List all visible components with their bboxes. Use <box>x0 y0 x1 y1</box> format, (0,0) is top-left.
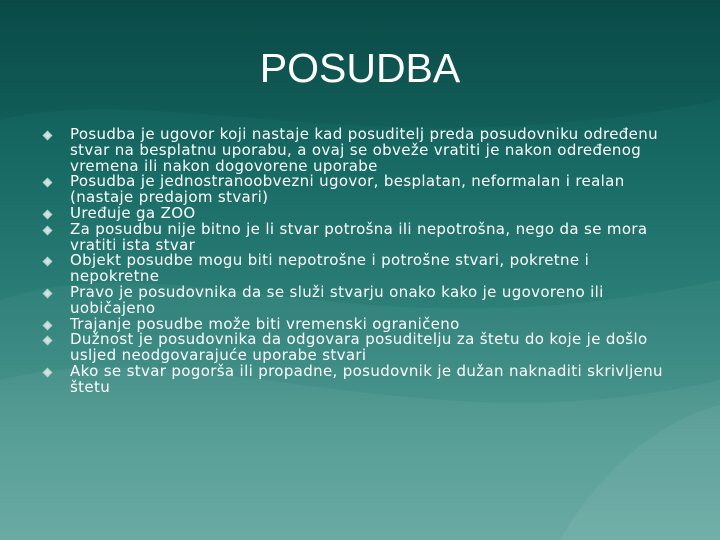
bullet-item <box>42 127 682 174</box>
bullet-item <box>42 174 682 206</box>
diamond-bullet-icon <box>42 130 53 141</box>
diamond-bullet-icon <box>42 335 53 346</box>
bullet-text: Objekt posudbe mogu biti nepotrošne i potrošne stvari, pokretne i nepokretne <box>70 251 590 286</box>
diamond-bullet-icon <box>42 177 53 188</box>
bullet-text: Posudba je jednostranoobvezni ugovor, besplatan, neformalan i realan (nastaje predajom stvari) <box>70 172 625 207</box>
bullet-text: Pravo je posudovnika da se služi stvarju onako kako je ugovoreno ili uobičajeno <box>70 282 604 317</box>
diamond-bullet-icon <box>42 367 53 378</box>
diamond-bullet-icon <box>42 256 53 267</box>
bullet-text: Uređuje ga ZOO <box>70 203 196 222</box>
slide-title: POSUDBA <box>259 45 461 91</box>
bullet-text: Ako se stvar pogorša ili propadne, posudovnik je dužan naknaditi skrivljenu štetu <box>70 361 663 396</box>
bullet-item <box>42 282 682 317</box>
bullet-text: Trajanje posudbe može biti vremenski ograničeno <box>70 314 460 333</box>
diamond-bullet-icon <box>42 288 53 299</box>
diamond-bullet-icon <box>42 225 53 236</box>
diamond-bullet-icon <box>42 320 53 331</box>
bullet-list <box>42 127 682 396</box>
bullet-text: Za posudbu nije bitno je li stvar potrošna ili nepotrošna, nego da se mora vratiti ista stvar <box>70 219 648 254</box>
bullet-item <box>42 253 682 285</box>
bullet-item <box>42 361 682 396</box>
bullet-item <box>42 332 682 364</box>
bullet-text: Dužnost je posudovnika da odgovara posuditelju za štetu do koje je došlo usljed neodgovarajuće uporabe stvari <box>70 330 648 365</box>
bullet-text: Posudba je ugovor koji nastaje kad posuditelj preda posudovniku određenu stvar na besplatnu uporabu, a ovaj se obveže vratiti je nakon određenog vremena ili nakon dogovorene uporabe <box>70 125 658 175</box>
bullet-item <box>42 219 682 254</box>
diamond-bullet-icon <box>42 209 53 220</box>
